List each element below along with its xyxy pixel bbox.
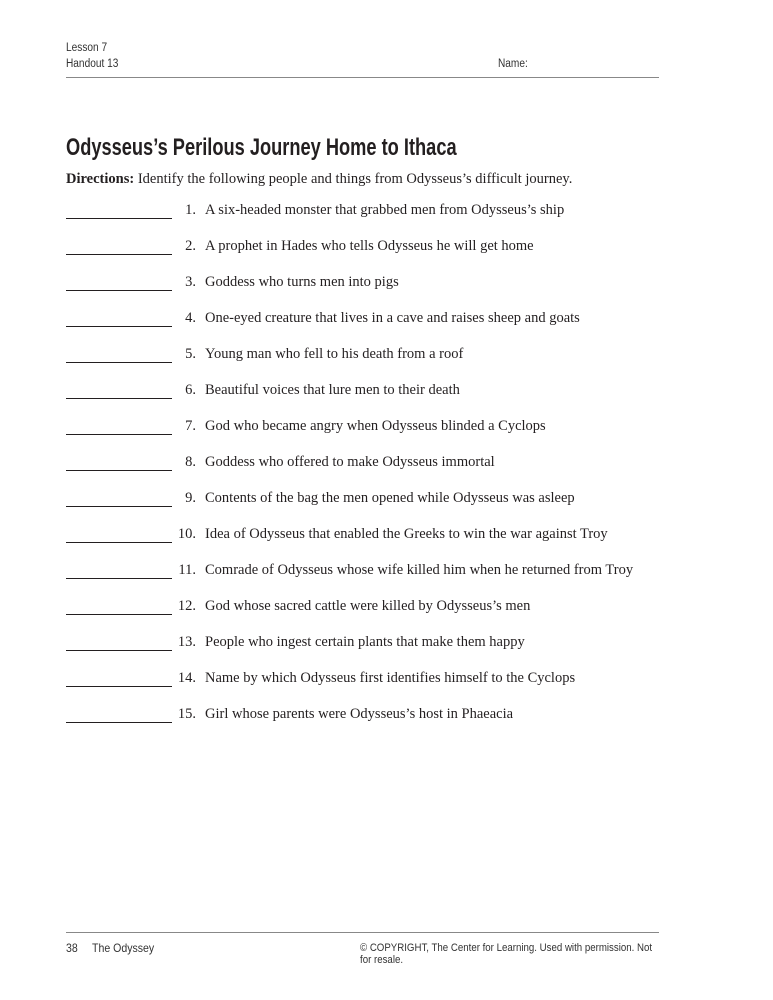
answer-blank[interactable]	[66, 506, 172, 507]
book-title: The Odyssey	[92, 941, 155, 955]
answer-blank[interactable]	[66, 686, 172, 687]
answer-blank[interactable]	[66, 326, 172, 327]
question-text: Name by which Odysseus first identifies himself to the Cyclops	[205, 670, 576, 686]
name-label: Name:	[498, 58, 528, 70]
directions-label: Directions:	[66, 171, 135, 187]
question-number: 8.	[185, 454, 196, 470]
question-number: 7.	[185, 418, 196, 434]
question-number: 15.	[177, 706, 196, 722]
copyright: © COPYRIGHT, The Center for Learning. Used with permission. Not for resale.	[360, 942, 653, 966]
question-text: A prophet in Hades who tells Odysseus he will get home	[205, 238, 534, 254]
answer-blank[interactable]	[66, 254, 172, 255]
question-number: 1.	[185, 202, 196, 218]
answer-blank[interactable]	[66, 542, 172, 543]
header-rule	[66, 77, 659, 78]
handout-label: Handout 13	[66, 58, 119, 70]
question-number: 4.	[185, 310, 196, 326]
question-number: 9.	[185, 490, 196, 506]
question-text: Idea of Odysseus that enabled the Greeks to win the war against Troy	[205, 526, 608, 542]
answer-blank[interactable]	[66, 470, 172, 471]
question-number: 5.	[185, 346, 196, 362]
question-text: Beautiful voices that lure men to their death	[205, 382, 460, 398]
directions	[66, 171, 572, 188]
answer-blank[interactable]	[66, 218, 172, 219]
directions-text: Identify the following people and things from Odysseus’s difficult journey.	[134, 171, 573, 187]
answer-blank[interactable]	[66, 362, 172, 363]
question-text: A six-headed monster that grabbed men from Odysseus’s ship	[205, 202, 565, 218]
footer-rule	[66, 932, 659, 933]
question-number: 2.	[185, 238, 196, 254]
question-number: 10.	[177, 526, 196, 542]
answer-blank[interactable]	[66, 614, 172, 615]
answer-blank[interactable]	[66, 434, 172, 435]
question-text: Comrade of Odysseus whose wife killed him when he returned from Troy	[205, 562, 634, 578]
answer-blank[interactable]	[66, 398, 172, 399]
page-title: Odysseus’s Perilous Journey Home to Ithaca	[66, 134, 457, 161]
answer-blank[interactable]	[66, 578, 172, 579]
question-text: Goddess who offered to make Odysseus immortal	[205, 454, 495, 470]
question-number: 11.	[178, 562, 196, 578]
question-number: 6.	[185, 382, 196, 398]
question-text: One-eyed creature that lives in a cave and raises sheep and goats	[205, 310, 580, 326]
question-text: Girl whose parents were Odysseus’s host in Phaeacia	[205, 706, 514, 722]
question-number: 3.	[185, 274, 196, 290]
question-text: Goddess who turns men into pigs	[205, 274, 399, 290]
question-text: God whose sacred cattle were killed by Odysseus’s men	[205, 598, 531, 614]
answer-blank[interactable]	[66, 290, 172, 291]
answer-blank[interactable]	[66, 650, 172, 651]
lesson-label: Lesson 7	[66, 42, 108, 54]
answer-blank[interactable]	[66, 722, 172, 723]
question-text: God who became angry when Odysseus blinded a Cyclops	[205, 418, 546, 434]
question-text: People who ingest certain plants that make them happy	[205, 634, 525, 650]
page-number: 38	[66, 941, 78, 955]
question-text: Contents of the bag the men opened while Odysseus was asleep	[205, 490, 575, 506]
question-number: 12.	[177, 598, 196, 614]
question-number: 14.	[177, 670, 196, 686]
question-number: 13.	[177, 634, 196, 650]
question-text: Young man who fell to his death from a roof	[205, 346, 464, 362]
